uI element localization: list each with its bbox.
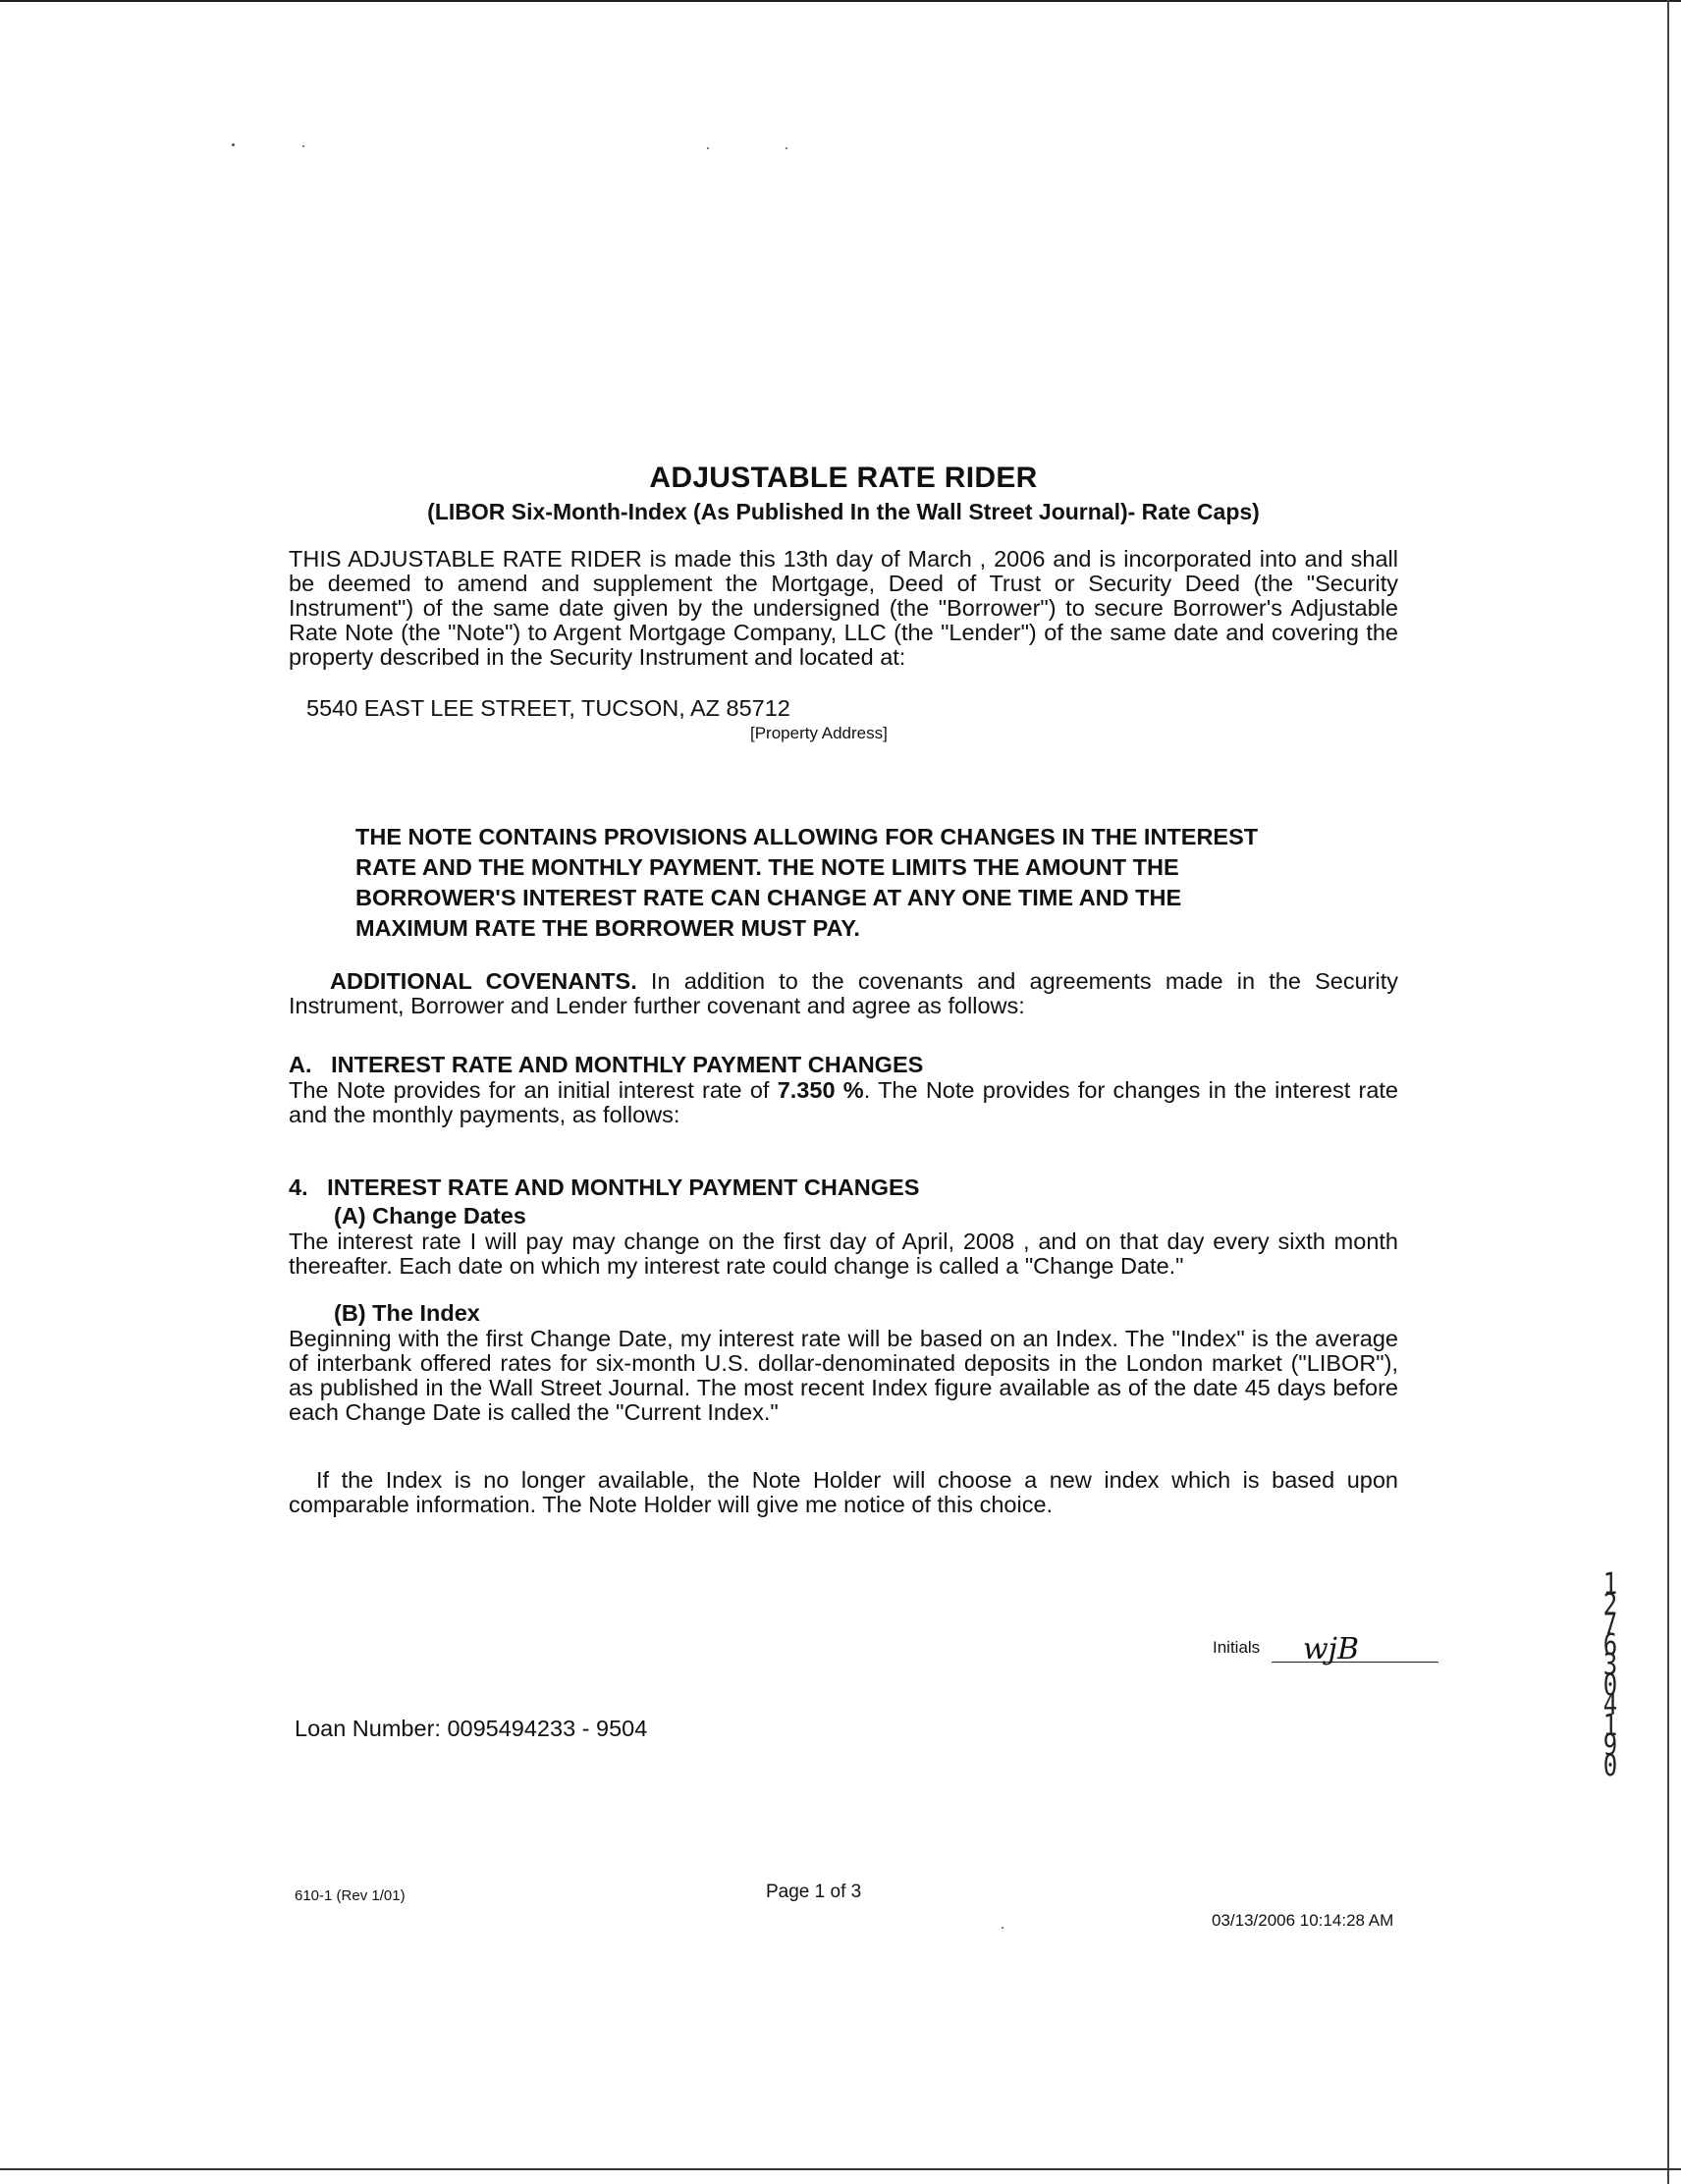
form-number: 610-1 (Rev 1/01): [295, 1887, 406, 1904]
recording-stamp: 12763 04190: [1602, 1567, 1618, 1783]
scan-speck: [1002, 1927, 1003, 1929]
covenants-heading: ADDITIONAL COVENANTS.: [330, 968, 637, 994]
loan-number: Loan Number: 0095494233 - 9504: [295, 1716, 648, 1741]
initials-block: [1213, 1632, 1438, 1666]
fallback-index-paragraph: If the Index is no longer available, the Note Holder will choose a new index which is based upon comparable information. The Note Holder will give me notice of this choice.: [289, 1467, 1398, 1517]
initials-signature: wjB: [1303, 1632, 1360, 1666]
covenants-paragraph: [289, 969, 1398, 1018]
page-number: Page 1 of 3: [766, 1882, 862, 1902]
initial-interest-rate: 7.350 %: [777, 1077, 864, 1103]
index-heading: (B) The Index: [334, 1300, 480, 1326]
initials-label: Initials: [1213, 1638, 1261, 1657]
scan-speck: [786, 147, 787, 149]
property-address-label: [Property Address]: [750, 724, 888, 742]
change-dates-paragraph: The interest rate I will pay may change on the first day of April, 2008 , and on that day every sixth month thereafter. Each date on which my interest rate could change is called a "Change Date.": [289, 1228, 1398, 1279]
document-subtitle: (LIBOR Six-Month-Index (As Published In the Wall Street Journal)- Rate Caps): [427, 499, 1260, 524]
covenants-text: In addition to the covenants and agreements made in the Security Instrument, Borrower and Lender further covenant and agree as follows:: [289, 968, 1398, 1018]
notice-paragraph: THE NOTE CONTAINS PROVISIONS ALLOWING FOR CHANGES IN THE INTEREST RATE AND THE MONTHLY PAYMENT. THE NOTE LIMITS THE AMOUNT THE BORROWER'S INTEREST RATE CAN CHANGE AT ANY ONE TIME AND THE MAXIMUM RATE THE BORROWER MUST PAY.: [355, 824, 1259, 941]
scan-speck: [232, 143, 235, 146]
section-a-heading: A. INTEREST RATE AND MONTHLY PAYMENT CHANGES: [289, 1052, 924, 1077]
scan-speck: [302, 145, 304, 147]
change-dates-heading: (A) Change Dates: [334, 1203, 526, 1228]
scan-top-edge: [0, 0, 1681, 2]
section-4-heading: 4. INTEREST RATE AND MONTHLY PAYMENT CHANGES: [289, 1174, 920, 1200]
scan-right-edge: [1667, 0, 1669, 2184]
section-a-text-before: The Note provides for an initial interest rate of: [289, 1077, 778, 1103]
rider-document: [289, 462, 1398, 1517]
section-a-text-after: . The Note provides for changes in the interest rate and the monthly payments, as follows:: [289, 1077, 1398, 1127]
document-title: ADJUSTABLE RATE RIDER: [649, 462, 1038, 494]
property-address: 5540 EAST LEE STREET, TUCSON, AZ 85712: [306, 695, 790, 721]
index-paragraph: Beginning with the first Change Date, my interest rate will be based on an Index. The "Index" is the average of interbank offered rates for six-month U.S. dollar-denominated deposits in the London market ("LIBOR"), as published in the Wall Street Journal. The most recent Index figure available as of the date 45 days before each Change Date is called the "Current Index.": [289, 1326, 1398, 1425]
scan-bottom-edge: [0, 2168, 1681, 2170]
scan-speck: [707, 147, 709, 149]
print-timestamp: 03/13/2006 10:14:28 AM: [1212, 1911, 1394, 1930]
intro-paragraph: THIS ADJUSTABLE RATE RIDER is made this 13th day of March , 2006 and is incorporated into and shall be deemed to amend and supplement the Mortgage, Deed of Trust or Security Deed (the "Security Instrument") of the same date given by the undersigned (the "Borrower") to secure Borrower's Adjustable Rate Note (the "Note") to Argent Mortgage Company, LLC (the "Lender") of the same date and covering the property described in the Security Instrument and located at:: [289, 546, 1398, 670]
section-a-paragraph: [289, 1078, 1398, 1127]
